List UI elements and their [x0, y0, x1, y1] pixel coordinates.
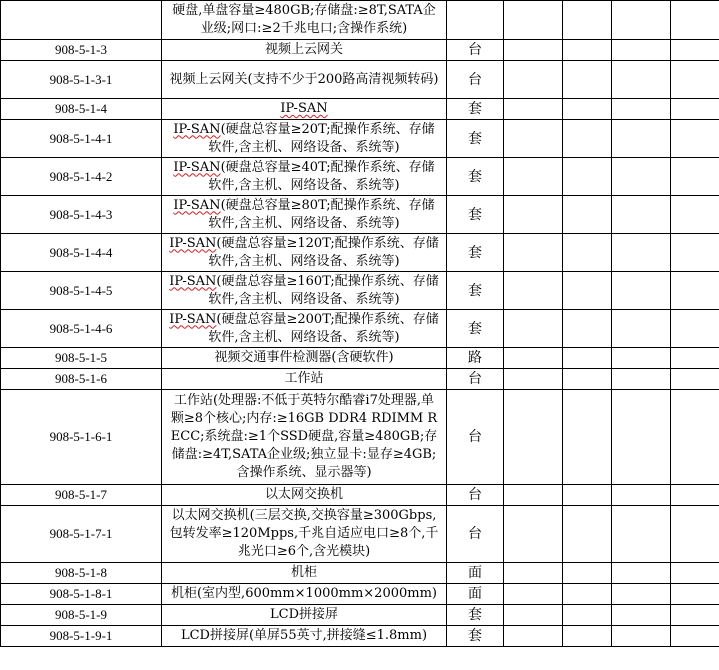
- table-row: [1, 1, 719, 40]
- item-description-cell: [162, 99, 447, 120]
- empty-cell: [612, 485, 671, 506]
- empty-cell: [504, 485, 563, 506]
- empty-cell: [563, 40, 612, 61]
- item-code-cell: 908-5-1-8-1: [1, 584, 162, 605]
- table-row: [1, 348, 719, 369]
- empty-cell: [671, 310, 719, 348]
- empty-cell: [671, 40, 719, 61]
- table-row: [1, 234, 719, 272]
- item-description-cell: 工作站: [162, 369, 447, 390]
- table-row: [1, 99, 719, 120]
- empty-cell: [563, 390, 612, 485]
- empty-cell: [563, 272, 612, 310]
- item-unit-cell: 路: [447, 348, 504, 369]
- empty-cell: [563, 369, 612, 390]
- table-row: [1, 120, 719, 158]
- item-description-cell: 视频上云网关(支持不少于200路高清视频转码): [162, 61, 447, 99]
- empty-cell: [671, 485, 719, 506]
- empty-cell: [563, 61, 612, 99]
- empty-cell: [504, 1, 563, 40]
- item-unit-cell: 套: [447, 196, 504, 234]
- empty-cell: [504, 605, 563, 626]
- empty-cell: [612, 1, 671, 40]
- empty-cell: [504, 61, 563, 99]
- empty-cell: [671, 348, 719, 369]
- table-row: [1, 369, 719, 390]
- empty-cell: [504, 390, 563, 485]
- empty-cell: [504, 369, 563, 390]
- empty-cell: [612, 310, 671, 348]
- item-description-cell: 机柜(室内型,600mm×1000mm×2000mm): [162, 584, 447, 605]
- empty-cell: [612, 158, 671, 196]
- empty-cell: [671, 506, 719, 563]
- item-unit-cell: 套: [447, 234, 504, 272]
- empty-cell: [612, 506, 671, 563]
- empty-cell: [612, 272, 671, 310]
- empty-cell: [563, 120, 612, 158]
- item-unit-cell: 台: [447, 506, 504, 563]
- empty-cell: [504, 99, 563, 120]
- table-row: [1, 390, 719, 485]
- item-unit-cell: 台: [447, 485, 504, 506]
- empty-cell: [563, 196, 612, 234]
- item-description-cell: IP-SAN(硬盘总容量≥120T;配操作系统、存储软件,含主机、网络设备、系统等): [162, 234, 447, 272]
- empty-cell: [504, 584, 563, 605]
- empty-cell: [671, 584, 719, 605]
- item-unit-cell: 套: [447, 605, 504, 626]
- item-code-cell: 908-5-1-3-1: [1, 61, 162, 99]
- empty-cell: [563, 1, 612, 40]
- table-row: [1, 310, 719, 348]
- empty-cell: [612, 390, 671, 485]
- spellcheck-underline: IP-SAN: [169, 273, 217, 289]
- item-code-cell: 908-5-1-9: [1, 605, 162, 626]
- empty-cell: [671, 390, 719, 485]
- empty-cell: [671, 120, 719, 158]
- empty-cell: [612, 605, 671, 626]
- empty-cell: [671, 158, 719, 196]
- item-code-cell: 908-5-1-4-4: [1, 234, 162, 272]
- item-code-cell: 908-5-1-4: [1, 99, 162, 120]
- item-code-cell: 908-5-1-4-2: [1, 158, 162, 196]
- empty-cell: [612, 234, 671, 272]
- item-code-cell: 908-5-1-7-1: [1, 506, 162, 563]
- item-unit-cell: 台: [447, 390, 504, 485]
- item-unit-cell: 台: [447, 61, 504, 99]
- table-row: [1, 61, 719, 99]
- empty-cell: [504, 348, 563, 369]
- item-unit-cell: 套: [447, 99, 504, 120]
- item-code-cell: 908-5-1-4-5: [1, 272, 162, 310]
- empty-cell: [504, 626, 563, 647]
- empty-cell: [504, 196, 563, 234]
- spellcheck-underline: IP-SAN: [280, 101, 328, 116]
- item-unit-cell: [447, 1, 504, 40]
- item-description-cell: LCD拼接屏: [162, 605, 447, 626]
- empty-cell: [563, 584, 612, 605]
- item-description-cell: IP-SAN(硬盘总容量≥80T;配操作系统、存储软件,含主机、网络设备、系统等): [162, 196, 447, 234]
- table-row: [1, 196, 719, 234]
- item-code-cell: 908-5-1-7: [1, 485, 162, 506]
- empty-cell: [504, 272, 563, 310]
- item-unit-cell: 套: [447, 120, 504, 158]
- empty-cell: [504, 40, 563, 61]
- item-code-cell: 908-5-1-4-6: [1, 310, 162, 348]
- item-code-cell: [1, 1, 162, 40]
- item-description-cell: IP-SAN(硬盘总容量≥160T;配操作系统、存储软件,含主机、网络设备、系统等): [162, 272, 447, 310]
- item-unit-cell: 台: [447, 40, 504, 61]
- spellcheck-underline: IP-SAN: [169, 235, 217, 251]
- empty-cell: [671, 196, 719, 234]
- table-row: [1, 40, 719, 61]
- empty-cell: [504, 158, 563, 196]
- item-code-cell: 908-5-1-9-1: [1, 626, 162, 647]
- empty-cell: [671, 563, 719, 584]
- empty-cell: [563, 605, 612, 626]
- table-row: [1, 584, 719, 605]
- table-row: [1, 485, 719, 506]
- item-unit-cell: 套: [447, 272, 504, 310]
- item-code-cell: 908-5-1-6: [1, 369, 162, 390]
- table-row: [1, 158, 719, 196]
- empty-cell: [671, 369, 719, 390]
- spellcheck-underline: IP-SAN: [173, 197, 221, 213]
- empty-cell: [563, 310, 612, 348]
- item-description-cell: LCD拼接屏(单屏55英寸,拼接缝≤1.8mm): [162, 626, 447, 647]
- spellcheck-underline: IP-SAN: [173, 121, 221, 137]
- item-code-cell: 908-5-1-4-3: [1, 196, 162, 234]
- empty-cell: [504, 310, 563, 348]
- empty-cell: [671, 1, 719, 40]
- empty-cell: [671, 61, 719, 99]
- item-description-cell: IP-SAN(硬盘总容量≥40T;配操作系统、存储软件,含主机、网络设备、系统等): [162, 158, 447, 196]
- item-unit-cell: 套: [447, 310, 504, 348]
- item-unit-cell: 套: [447, 626, 504, 647]
- empty-cell: [563, 485, 612, 506]
- table-row: [1, 605, 719, 626]
- empty-cell: [671, 99, 719, 120]
- empty-cell: [563, 563, 612, 584]
- spellcheck-underline: IP-SAN: [173, 159, 221, 175]
- item-unit-cell: 面: [447, 563, 504, 584]
- item-code-cell: 908-5-1-5: [1, 348, 162, 369]
- table-row: [1, 506, 719, 563]
- empty-cell: [671, 605, 719, 626]
- item-description-cell: IP-SAN(硬盘总容量≥200T;配操作系统、存储软件,含主机、网络设备、系统等): [162, 310, 447, 348]
- item-description-cell: 视频上云网关: [162, 40, 447, 61]
- empty-cell: [612, 584, 671, 605]
- item-code-cell: 908-5-1-3: [1, 40, 162, 61]
- item-code-cell: 908-5-1-4-1: [1, 120, 162, 158]
- empty-cell: [612, 40, 671, 61]
- item-unit-cell: 套: [447, 158, 504, 196]
- item-description-cell: 视频交通事件检测器(含硬软件): [162, 348, 447, 369]
- empty-cell: [612, 99, 671, 120]
- empty-cell: [563, 506, 612, 563]
- table-row: [1, 563, 719, 584]
- item-description-cell: IP-SAN(硬盘总容量≥20T;配操作系统、存储软件,含主机、网络设备、系统等): [162, 120, 447, 158]
- empty-cell: [563, 626, 612, 647]
- item-description-cell: 以太网交换机: [162, 485, 447, 506]
- empty-cell: [612, 61, 671, 99]
- item-description-cell: 以太网交换机(三层交换,交换容量≥300Gbps,包转发率≥120Mpps,千兆自适应电口≥8个,千兆光口≥6个,含光模块): [162, 506, 447, 563]
- item-unit-cell: 面: [447, 584, 504, 605]
- empty-cell: [563, 234, 612, 272]
- empty-cell: [612, 196, 671, 234]
- empty-cell: [504, 563, 563, 584]
- item-unit-cell: 台: [447, 369, 504, 390]
- empty-cell: [671, 626, 719, 647]
- item-description-cell: 工作站(处理器:不低于英特尔酷睿i7处理器,单颗≥8个核心;内存:≥16GB DDR4 RDIMM RECC;系统盘:≥1个SSD硬盘,容量≥480GB;存储盘:≥4T,SATA企业级;独立显卡:显存≥4GB;含操作系统、显示器等): [162, 390, 447, 485]
- table-row: [1, 272, 719, 310]
- empty-cell: [612, 120, 671, 158]
- empty-cell: [504, 120, 563, 158]
- empty-cell: [612, 626, 671, 647]
- spellcheck-underline: IP-SAN: [169, 311, 217, 327]
- empty-cell: [504, 506, 563, 563]
- item-code-cell: 908-5-1-6-1: [1, 390, 162, 485]
- table-row: [1, 626, 719, 647]
- empty-cell: [671, 272, 719, 310]
- empty-cell: [504, 234, 563, 272]
- empty-cell: [563, 348, 612, 369]
- empty-cell: [563, 99, 612, 120]
- item-code-cell: 908-5-1-8: [1, 563, 162, 584]
- empty-cell: [612, 348, 671, 369]
- empty-cell: [612, 369, 671, 390]
- empty-cell: [612, 563, 671, 584]
- empty-cell: [671, 234, 719, 272]
- item-description-cell: 硬盘,单盘容量≥480GB;存储盘:≥8T,SATA企业级;网口:≥2千兆电口;含操作系统): [162, 1, 447, 40]
- empty-cell: [563, 158, 612, 196]
- item-description-cell: 机柜: [162, 563, 447, 584]
